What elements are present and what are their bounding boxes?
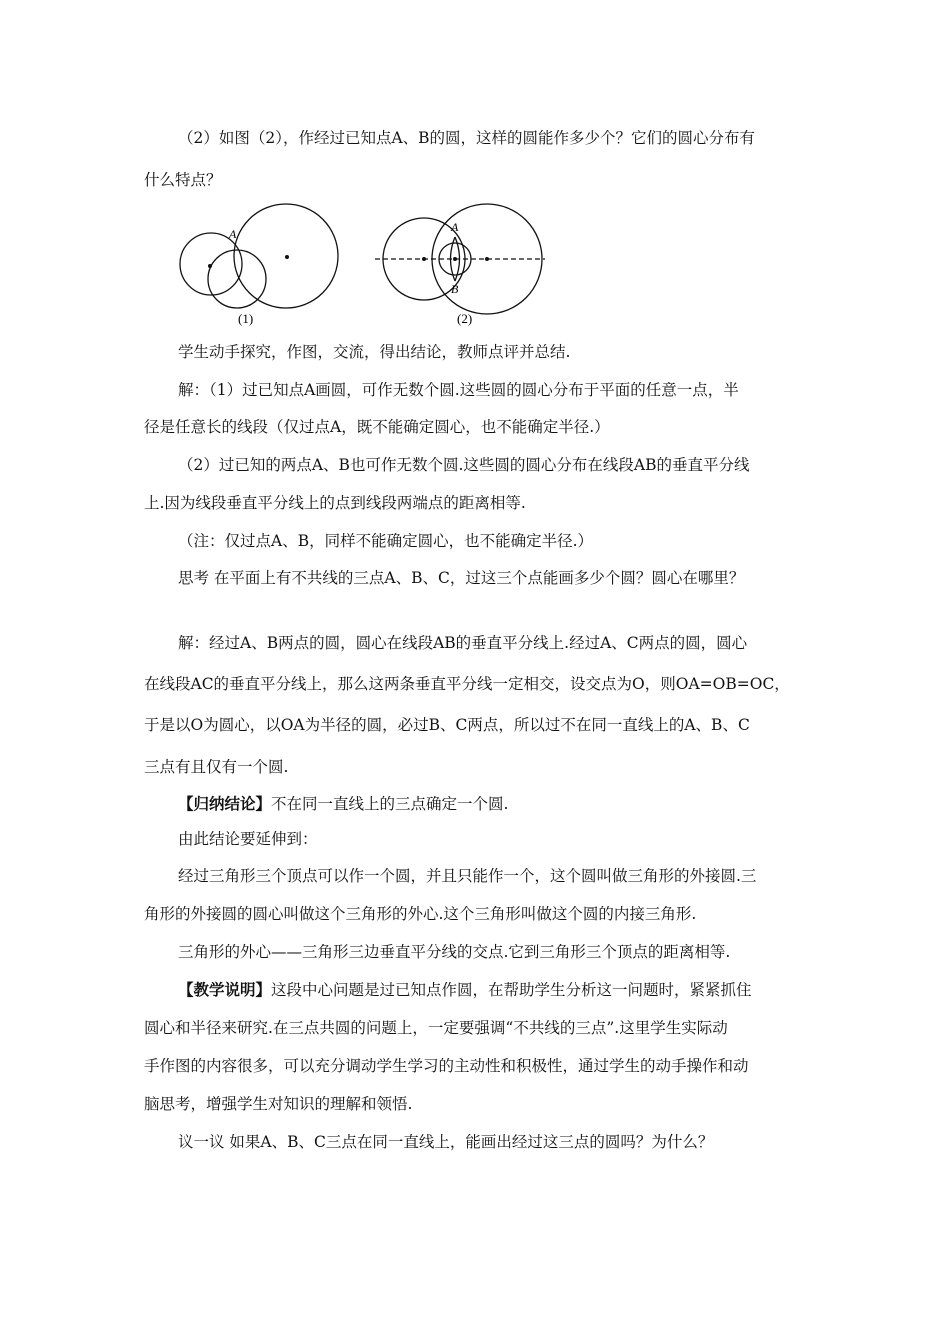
paragraph-line xyxy=(178,793,508,815)
paragraph-line: 三点有且仅有一个圆. xyxy=(144,758,289,776)
paragraph-line: 由此结论要延伸到： xyxy=(178,830,318,848)
paragraph-line: （注：仅过点A、B，同样不能确定圆心，也不能确定半径.） xyxy=(178,532,594,550)
paragraph-line: 上.因为线段垂直平分线上的点到线段两端点的距离相等. xyxy=(144,494,526,512)
paragraph-line: （2）过已知的两点A、B也可作无数个圆.这些圆的圆心分布在线段AB的垂直平分线 xyxy=(178,456,750,474)
paragraph-line: 手作图的内容很多，可以充分调动学生学习的主动性和积极性，通过学生的动手操作和动 xyxy=(144,1057,749,1075)
teaching-note-text: 这段中心问题是过已知点作圆，在帮助学生分析这一问题时，紧紧抓住 xyxy=(271,981,752,999)
caption-fig2: (2) xyxy=(457,311,473,326)
circle-small-left xyxy=(180,233,242,295)
conclusion-text: 不在同一直线上的三点确定一个圆. xyxy=(271,795,509,813)
heading-conclusion: 【归纳结论】 xyxy=(178,794,272,813)
paragraph-line: 三角形的外心——三角形三边垂直平分线的交点.它到三角形三个顶点的距离相等. xyxy=(178,943,731,961)
paragraph-line: （2）如图（2），作经过已知点A、B的圆，这样的圆能作多少个？它们的圆心分布有 xyxy=(178,129,756,147)
caption-fig1: (1) xyxy=(238,311,254,326)
paragraph-line: 经过三角形三个顶点可以作一个圆，并且只能作一个，这个圆叫做三角形的外接圆.三 xyxy=(178,867,757,885)
paragraph-line: 于是以O为圆心，以OA为半径的圆，必过B、C两点，所以过不在同一直线上的A、B、C xyxy=(144,716,750,734)
paragraph-line: 学生动手探究，作图，交流，得出结论，教师点评并总结. xyxy=(178,343,571,361)
label-a-fig1: A xyxy=(229,227,237,241)
paragraph-line: 思考 在平面上有不共线的三点A、B、C，过这三个点能画多少个圆？圆心在哪里？ xyxy=(178,569,745,587)
paragraph-line: 径是任意长的线段（仅过点A，既不能确定圆心，也不能确定半径.） xyxy=(144,418,610,436)
paragraph-line: 解：经过A、B两点的圆，圆心在线段AB的垂直平分线上.经过A、C两点的圆，圆心 xyxy=(178,634,748,652)
circles-figure xyxy=(175,202,555,327)
paragraph-line: 解：（1）过已知点A画圆，可作无数个圆.这些圆的圆心分布于平面的任意一点，半 xyxy=(178,381,739,399)
label-a-fig2: A xyxy=(451,220,459,234)
paragraph-line: 议一议 如果A、B、C三点在同一直线上，能画出经过这三点的圆吗？为什么？ xyxy=(178,1133,714,1151)
paragraph-line: 在线段AC的垂直平分线上，那么这两条垂直平分线一定相交，设交点为O，则OA=OB=OC， xyxy=(144,675,790,693)
paragraph-line: 脑思考，增强学生对知识的理解和领悟. xyxy=(144,1095,413,1113)
paragraph-line: 角形的外接圆的圆心叫做这个三角形的外心.这个三角形叫做这个圆的内接三角形. xyxy=(144,905,697,923)
paragraph-line: 什么特点？ xyxy=(144,171,222,189)
heading-teaching-note: 【教学说明】 xyxy=(178,980,272,999)
label-b-fig2: B xyxy=(451,282,459,296)
paragraph-line: 圆心和半径来研究.在三点共圆的问题上，一定要强调“不共线的三点”.这里学生实际动 xyxy=(144,1019,728,1037)
paragraph-line xyxy=(178,979,752,1001)
